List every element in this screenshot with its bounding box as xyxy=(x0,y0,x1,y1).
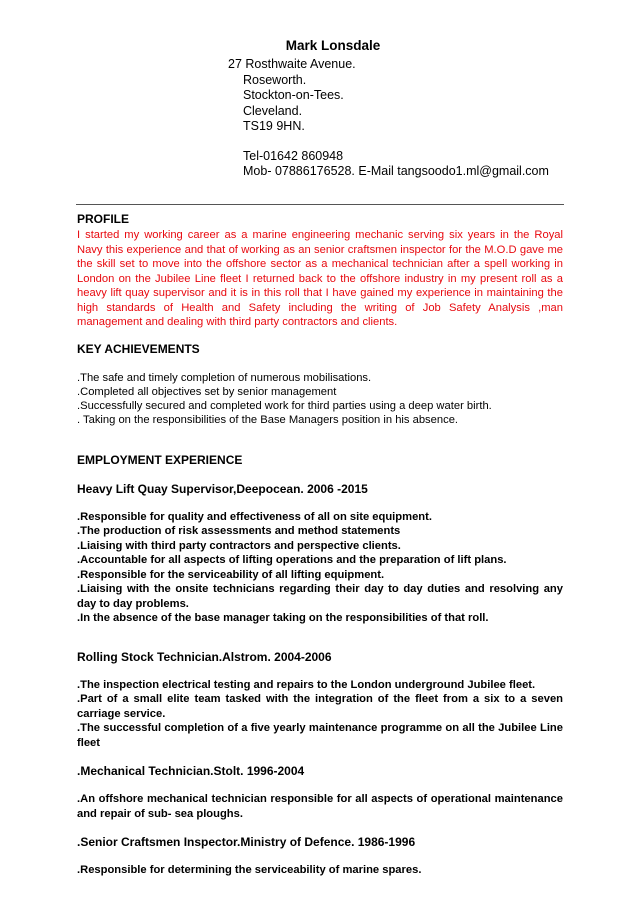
list-item: .The successful completion of a five yearly maintenance programme on all the Jubilee Line fleet xyxy=(77,722,563,749)
address-line: TS19 9HN. xyxy=(243,119,305,133)
list-item: .Accountable for all aspects of lifting operations and the preparation of lift plans. xyxy=(77,554,507,566)
job-title: Heavy Lift Quay Supervisor,Deepocean. 2006 -2015 xyxy=(77,481,368,496)
list-item: .An offshore mechanical technician responsible for all aspects of operational maintenance and repair of sub- sea ploughs. xyxy=(77,793,563,820)
address-line: Cleveland. xyxy=(243,103,303,118)
applicant-name: Mark Lonsdale xyxy=(285,38,381,53)
list-item: .Responsible for determining the serviceability of marine spares. xyxy=(77,864,422,876)
profile-text: I started my working career as a marine engineering mechanic serving six years in the Royal Navy this experience and that of working as an senior craftsmen inspector for the M.O.D gave me the skill set to move into the offshore sector as a mechanical technician after a spell working in London on the Jubilee Line fleet I returned back to the offshore industry in my present roll as a heavy lift quay supervisor and it is in this roll that I have gained my experience in maintaining the high standards of Health and Safety including the writing of Job Safety Analysis ,man management and dealing with third party contractors and clients. xyxy=(77,229,563,328)
list-item: .In the absence of the base manager taking on the responsibilities of that roll. xyxy=(77,612,489,624)
list-item: . Taking on the responsibilities of the Base Managers position in his absence. xyxy=(77,413,459,426)
mobile-email: Mob- 07886176528. E-Mail tangsoodo1.ml@gmail.com xyxy=(243,164,549,178)
list-item: .The production of risk assessments and method statements xyxy=(77,525,401,537)
list-item: .The inspection electrical testing and repairs to the London underground Jubilee fleet. xyxy=(77,678,536,691)
list-item: .Part of a small elite team tasked with the integration of the fleet from a six to a seven carriage service. xyxy=(77,693,563,720)
job-duties xyxy=(77,510,563,626)
list-item: .Successfully secured and completed work for third parties using a deep water birth. xyxy=(77,399,492,412)
list-item: .Liaising with third party contractors and perspective clients. xyxy=(77,539,401,552)
list-item: .Responsible for quality and effectiveness of all on site equipment. xyxy=(77,510,432,523)
list-item: .Responsible for the serviceability of all lifting equipment. xyxy=(77,568,385,581)
telephone: Tel-01642 860948 xyxy=(243,148,344,163)
resume-body xyxy=(77,212,563,878)
address-line: Stockton-on-Tees. xyxy=(243,88,344,102)
job-duties xyxy=(77,678,563,751)
profile-heading: PROFILE xyxy=(77,212,130,226)
job-duties xyxy=(77,792,563,821)
header-divider xyxy=(76,204,564,205)
achievements-heading: KEY ACHIEVEMENTS xyxy=(77,341,200,356)
achievements-list xyxy=(77,371,563,427)
list-item: .Completed all objectives set by senior management xyxy=(77,385,337,398)
list-item: .The safe and timely completion of numerous mobilisations. xyxy=(77,371,372,384)
address-line: 27 Rosthwaite Avenue. xyxy=(228,57,356,71)
address-line: Roseworth. xyxy=(243,72,307,87)
address-block xyxy=(228,57,549,180)
job-title: .Senior Craftsmen Inspector.Ministry of Defence. 1986-1996 xyxy=(77,835,416,849)
employment-heading: EMPLOYMENT EXPERIENCE xyxy=(77,452,243,467)
job-title: Rolling Stock Technician.Alstrom. 2004-2006 xyxy=(77,649,332,664)
job-title: .Mechanical Technician.Stolt. 1996-2004 xyxy=(77,764,305,778)
job-duties xyxy=(77,863,563,878)
list-item: .Liaising with the onsite technicians regarding their day to day duties and resolving any day to day problems. xyxy=(77,583,563,610)
